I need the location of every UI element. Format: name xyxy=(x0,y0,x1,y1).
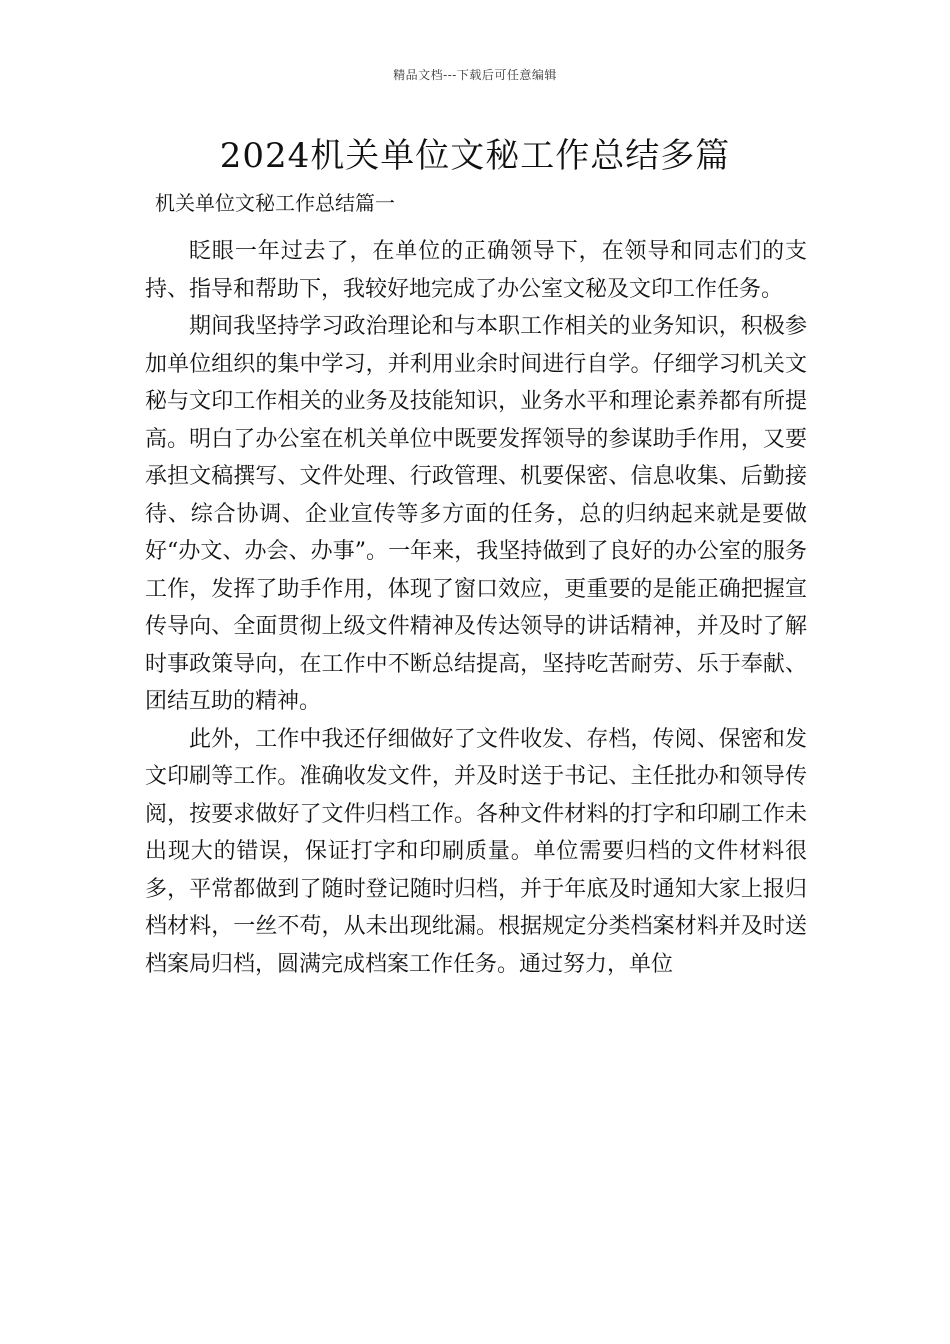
section-heading: 机关单位文秘工作总结篇一 xyxy=(155,191,395,215)
document-body xyxy=(145,233,807,983)
paragraph: 期间我坚持学习政治理论和与本职工作相关的业务知识，积极参加单位组织的集中学习，并利用业余时间进行自学。仔细学习机关文秘与文印工作相关的业务及技能知识，业务水平和理论素养都有所提高。明白了办公室在机关单位中既要发挥领导的参谋助手作用，又要承担文稿撰写、文件处理、行政管理、机要保密、信息收集、后勤接待、综合协调、企业宣传等多方面的任务，总的归纳起来就是要做好“办文、办会、办事”。一年来，我坚持做到了良好的办公室的服务工作，发挥了助手作用，体现了窗口效应，更重要的是能正确把握宣传导向、全面贯彻上级文件精神及传达领导的讲话精神，并及时了解时事政策导向，在工作中不断总结提高，坚持吃苦耐劳、乐于奉献、团结互助的精神。 xyxy=(145,314,807,714)
paragraph: 眨眼一年过去了，在单位的正确领导下，在领导和同志们的支持、指导和帮助下，我较好地完成了办公室文秘及文印工作任务。 xyxy=(145,239,807,302)
document-title: 2024机关单位文秘工作总结多篇 xyxy=(219,136,731,176)
paragraph: 此外，工作中我还仔细做好了文件收发、存档，传阅、保密和发文印刷等工作。准确收发文件，并及时送于书记、主任批办和领导传阅，按要求做好了文件归档工作。各种文件材料的打字和印刷工作未出现大的错误，保证打字和印刷质量。单位需要归档的文件材料很多，平常都做到了随时登记随时归档，并于年底及时通知大家上报归档材料，一丝不苟，从未出现纰漏。根据规定分类档案材料并及时送档案局归档，圆满完成档案工作任务。通过努力，单位 xyxy=(145,726,807,977)
header-note: 精品文档---下载后可任意编辑 xyxy=(393,68,557,82)
